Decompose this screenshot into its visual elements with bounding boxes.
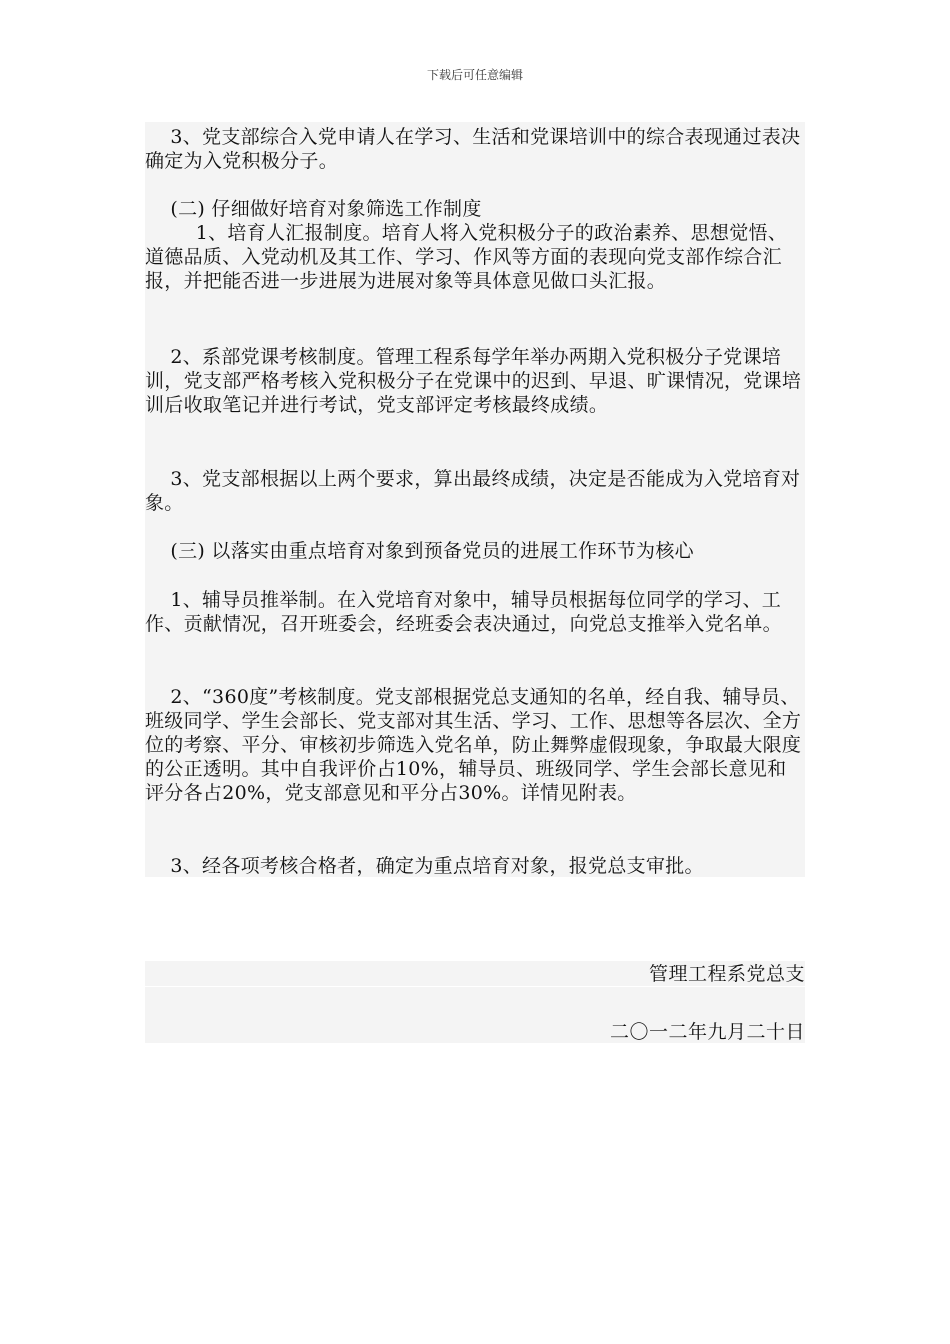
signature-date: 二〇一二年九月二十日 [609, 1021, 805, 1043]
paragraph-mentor-report: 1、培育人汇报制度。培育人将入党积极分子的政治素养、思想觉悟、道德品质、入党动机及其工作、学习、作风等方面的表现向党支部作综合汇报，并把能否进一步进展为进展对象等具体意见做口头汇报。 [145, 222, 788, 292]
paragraph-approval: 3、经各项考核合格者，确定为重点培育对象，报党总支审批。 [145, 855, 704, 877]
section-heading-3: (三) 以落实由重点培育对象到预备党员的进展工作环节为核心 [145, 540, 694, 562]
signature-divider [145, 986, 805, 987]
paragraph-final-score: 3、党支部根据以上两个要求，算出最终成绩，决定是否能成为入党培育对象。 [145, 468, 801, 514]
paragraph-course-assessment: 2、系部党课考核制度。管理工程系每学年举办两期入党积极分子党课培训，党支部严格考核入党积极分子在党课中的迟到、早退、旷课情况，党课培训后收取笔记并进行考试，党支部评定考核最终成绩。 [145, 346, 802, 416]
page-header-note: 下载后可任意编辑 [426, 68, 523, 82]
section-heading-2: (二) 仔细做好培育对象筛选工作制度 [145, 198, 482, 220]
paragraph-360-assessment: 2、“360度”考核制度。党支部根据党总支通知的名单，经自我、辅导员、班级同学、学生会部长、党支部对其生活、学习、工作、思想等各层次、全方位的考察、平分、审核初步筛选入党名单，防止舞弊虚假现象，争取最大限度的公正透明。其中自我评价占10%，辅导员、班级同学、学生会部长意见和评分各占20%，党支部意见和平分占30%。详情见附表。 [145, 686, 802, 804]
signature-organization: 管理工程系党总支 [648, 963, 805, 985]
paragraph-activist-confirmation: 3、党支部综合入党申请人在学习、生活和党课培训中的综合表现通过表决确定为入党积极分子。 [145, 126, 801, 172]
paragraph-counselor-recommendation: 1、辅导员推举制。在入党培育对象中，辅导员根据每位同学的学习、工作、贡献情况，召开班委会，经班委会表决通过，向党总支推举入党名单。 [145, 589, 782, 635]
